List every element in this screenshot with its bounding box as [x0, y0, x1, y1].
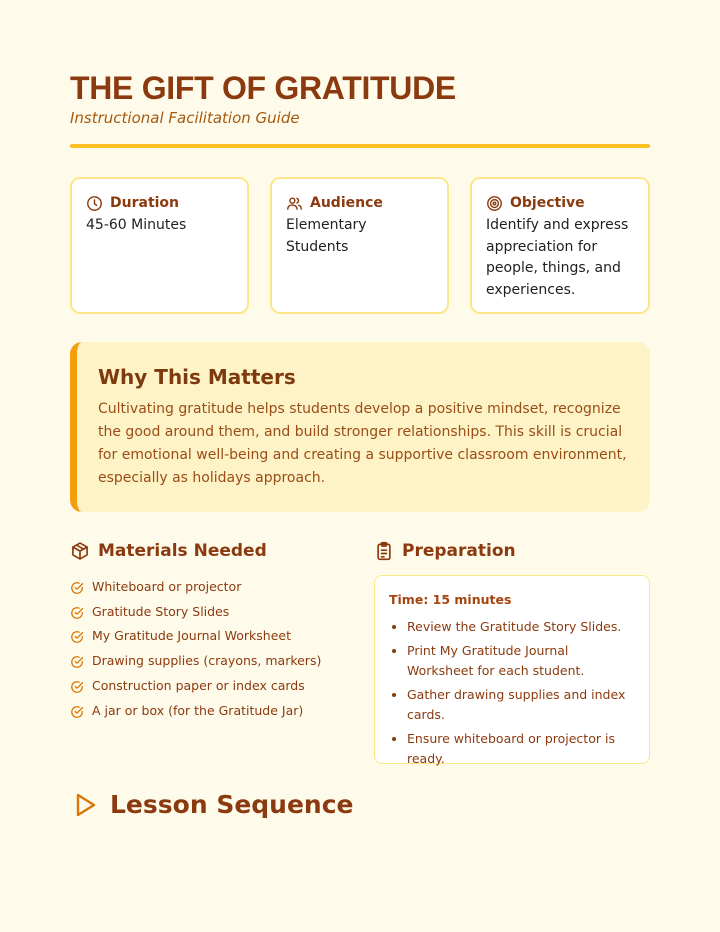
clipboard-icon	[374, 541, 394, 561]
check-circle-icon	[70, 606, 84, 620]
list-item: • Print My Gratitude Journal Worksheet for each student.	[407, 641, 635, 682]
page-title: THE GIFT OF GRATITUDE	[70, 70, 456, 106]
why-this-matters-callout	[70, 342, 650, 512]
package-icon	[70, 541, 90, 561]
check-circle-icon	[70, 680, 84, 694]
list-item: Whiteboard or projector	[70, 574, 355, 599]
materials-header	[70, 541, 267, 561]
why-heading: Why This Matters	[98, 365, 296, 389]
list-item: A jar or box (for the Gratitude Jar)	[70, 698, 355, 723]
clock-icon	[86, 195, 103, 212]
objective-card	[470, 177, 650, 314]
materials-list	[70, 574, 355, 723]
preparation-card	[374, 575, 650, 764]
list-item: Construction paper or index cards	[70, 673, 355, 698]
duration-card	[70, 177, 249, 314]
audience-value: Elementary Students	[286, 217, 367, 255]
why-text: Cultivating gratitude helps students develop a positive mindset, recognize the good around them, and build stronger relationships. This skill is crucial for emotional well-being and creating a supportive classroom environment, especially as holidays approach.	[98, 401, 627, 486]
header-divider	[70, 144, 650, 148]
lesson-sequence-header	[74, 790, 354, 819]
page-subtitle: Instructional Facilitation Guide	[70, 109, 300, 127]
objective-value: Identify and express appreciation for people, things, and experiences.	[486, 217, 629, 298]
objective-label: Objective	[510, 195, 585, 211]
preparation-header	[374, 541, 516, 561]
list-item: Drawing supplies (crayons, markers)	[70, 648, 355, 673]
duration-label: Duration	[110, 195, 180, 211]
list-item: • Ensure whiteboard or projector is ready.	[407, 729, 635, 770]
check-circle-icon	[70, 655, 84, 669]
list-item: • Review the Gratitude Story Slides.	[407, 617, 635, 638]
preparation-list	[389, 617, 635, 770]
audience-card	[270, 177, 449, 314]
preparation-heading: Preparation	[402, 541, 516, 561]
preparation-time: Time: 15 minutes	[389, 592, 512, 607]
list-item: My Gratitude Journal Worksheet	[70, 624, 355, 649]
materials-heading: Materials Needed	[98, 541, 267, 561]
list-item: • Gather drawing supplies and index cards.	[407, 685, 635, 726]
duration-value: 45-60 Minutes	[86, 217, 187, 233]
list-item: Gratitude Story Slides	[70, 599, 355, 624]
play-icon	[74, 792, 98, 818]
lesson-sequence-heading: Lesson Sequence	[110, 790, 354, 819]
target-icon	[486, 195, 503, 212]
check-circle-icon	[70, 705, 84, 719]
check-circle-icon	[70, 581, 84, 595]
audience-label: Audience	[310, 195, 383, 211]
check-circle-icon	[70, 630, 84, 644]
users-icon	[286, 195, 303, 212]
